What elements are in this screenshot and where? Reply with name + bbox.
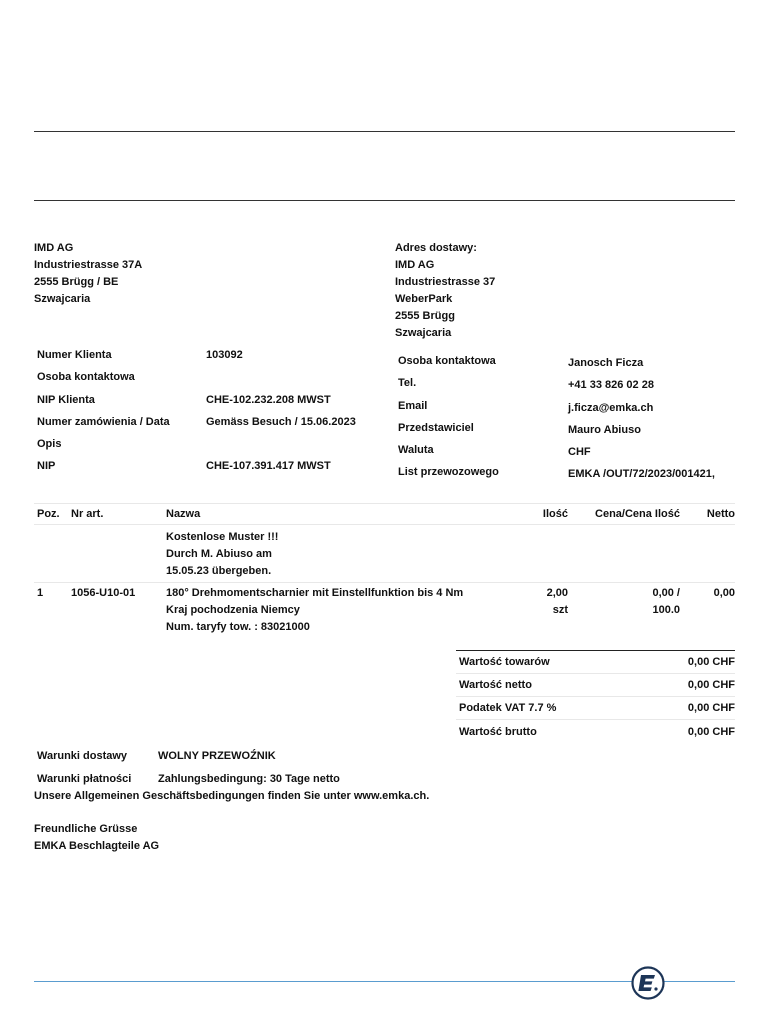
closing-text — [34, 788, 429, 854]
greeting: Freundliche Grüsse — [34, 823, 138, 835]
totals-row — [456, 651, 735, 674]
contact-info-value: CHF — [568, 446, 591, 459]
customer-info-row — [37, 460, 396, 482]
item-name — [164, 585, 514, 643]
item-origin: Kraj pochodzenia Niemcy — [166, 604, 300, 616]
contact-info-value: Janosch Ficza — [568, 357, 644, 369]
note-line: Kostenlose Muster !!! — [166, 531, 279, 543]
item-tariff: Num. taryfy tow. : 83021000 — [166, 621, 310, 633]
customer-info-row — [37, 371, 396, 393]
emka-logo-icon — [631, 966, 665, 1000]
contact-info-label: Waluta — [398, 444, 434, 457]
totals-value: 0,00 CHF — [687, 656, 735, 668]
customer-info-value: Gemäss Besuch / 15.06.2023 — [206, 415, 356, 428]
billing-address-line: Industriestrasse 37A — [34, 259, 143, 271]
note-text — [164, 529, 514, 582]
header-divider-bottom — [34, 200, 735, 201]
contact-info-row — [398, 422, 738, 444]
contact-info-value: EMKA /OUT/72/2023/001421, — [568, 468, 715, 481]
header-price: Cena/Cena Ilość — [595, 508, 680, 520]
table-row — [34, 583, 735, 643]
header-art: Nr art. — [71, 508, 104, 520]
item-art: 1056-U10-01 — [71, 587, 136, 599]
contact-info-value: Mauro Abiuso — [568, 423, 641, 436]
contact-info-label: List przewozowego — [398, 466, 499, 479]
terms-value: WOLNY PRZEWOŹNIK — [158, 750, 276, 763]
contact-info-row — [398, 444, 738, 466]
terms-value: Zahlungsbedingung: 30 Tage netto — [158, 772, 340, 785]
delivery-address-line: Industriestrasse 37 — [395, 276, 496, 288]
header-name: Nazwa — [166, 508, 201, 520]
item-price-value: 0,00 / — [652, 587, 680, 599]
billing-address — [34, 240, 142, 308]
billing-address-line: 2555 Brügg / BE — [34, 276, 119, 288]
contact-info-row — [398, 400, 738, 422]
note-line: 15.05.23 übergeben. — [166, 565, 272, 577]
terms — [37, 745, 340, 790]
contact-info-row — [398, 466, 738, 488]
contact-info-row — [398, 355, 738, 377]
delivery-address-heading: Adres dostawy: — [395, 242, 477, 254]
note-line: Durch M. Abiuso am — [166, 548, 272, 560]
totals-value: 0,00 CHF — [687, 679, 735, 691]
company-name: EMKA Beschlagteile AG — [34, 839, 160, 852]
totals-label: Wartość brutto — [459, 725, 537, 738]
totals-row — [456, 674, 735, 697]
table-note-row — [34, 525, 735, 583]
delivery-address — [395, 240, 495, 342]
customer-info-row — [37, 394, 396, 416]
contact-info-label: Email — [398, 399, 428, 412]
customer-info-row — [37, 416, 396, 438]
delivery-address-line: IMD AG — [395, 259, 435, 271]
delivery-address-line: Szwajcaria — [395, 327, 452, 339]
customer-info-label: Osoba kontaktowa — [37, 371, 135, 384]
item-qty-unit: szt — [552, 604, 568, 616]
customer-info-value: 103092 — [206, 349, 243, 361]
customer-info-label: NIP — [37, 460, 56, 473]
contact-info-label: Przedstawiciel — [398, 421, 474, 434]
billing-address-line: Szwajcaria — [34, 293, 91, 305]
delivery-address-line: 2555 Brügg — [395, 310, 455, 322]
contact-info — [398, 355, 738, 489]
contact-info-row — [398, 377, 738, 399]
delivery-address-line: WeberPark — [395, 293, 453, 305]
terms-row — [37, 768, 340, 791]
header-divider-top — [34, 131, 735, 132]
agb-notice: Unsere Allgemeinen Geschäftsbedingungen finden Sie unter www.emka.ch. — [34, 790, 430, 802]
billing-address-line: IMD AG — [34, 242, 74, 254]
contact-info-value: +41 33 826 02 28 — [568, 379, 654, 392]
terms-row — [37, 745, 340, 768]
contact-info-label: Osoba kontaktowa — [398, 355, 496, 367]
customer-info-label: NIP Klienta — [37, 393, 95, 406]
terms-label: Warunki płatności — [37, 772, 132, 785]
customer-info — [37, 349, 396, 483]
line-items-table — [34, 503, 735, 643]
item-net: 0,00 — [713, 587, 735, 599]
header-poz: Poz. — [37, 508, 60, 520]
customer-info-label: Numer Klienta — [37, 349, 112, 361]
totals-row — [456, 697, 735, 720]
customer-info-label: Opis — [37, 438, 62, 451]
customer-info-row — [37, 349, 396, 371]
customer-info-value: CHE-102.232.208 MWST — [206, 393, 331, 406]
item-name-line: 180° Drehmomentscharnier mit Einstellfunktion bis 4 Nm — [166, 587, 464, 599]
contact-info-email[interactable]: j.ficza@emka.ch — [568, 401, 654, 414]
customer-info-row — [37, 438, 396, 460]
item-poz: 1 — [37, 587, 44, 599]
contact-info-label: Tel. — [398, 377, 417, 390]
header-net: Netto — [706, 508, 735, 520]
footer-divider — [34, 981, 735, 982]
item-price — [568, 585, 680, 643]
customer-info-value: CHE-107.391.417 MWST — [206, 460, 331, 473]
item-price-unit: 100.0 — [652, 604, 680, 616]
terms-label: Warunki dostawy — [37, 750, 128, 763]
item-qty-value: 2,00 — [546, 587, 568, 599]
item-qty — [514, 585, 568, 643]
totals-value: 0,00 CHF — [687, 702, 735, 714]
totals-label: Wartość netto — [459, 679, 532, 691]
totals-label: Wartość towarów — [459, 656, 550, 668]
totals-value: 0,00 CHF — [687, 725, 735, 738]
totals-table — [456, 650, 735, 743]
totals-row — [456, 720, 735, 743]
header-qty: Ilość — [542, 508, 568, 520]
table-header — [34, 503, 735, 525]
customer-info-label: Numer zamówienia / Data — [37, 415, 170, 428]
totals-label: Podatek VAT 7.7 % — [459, 702, 557, 714]
